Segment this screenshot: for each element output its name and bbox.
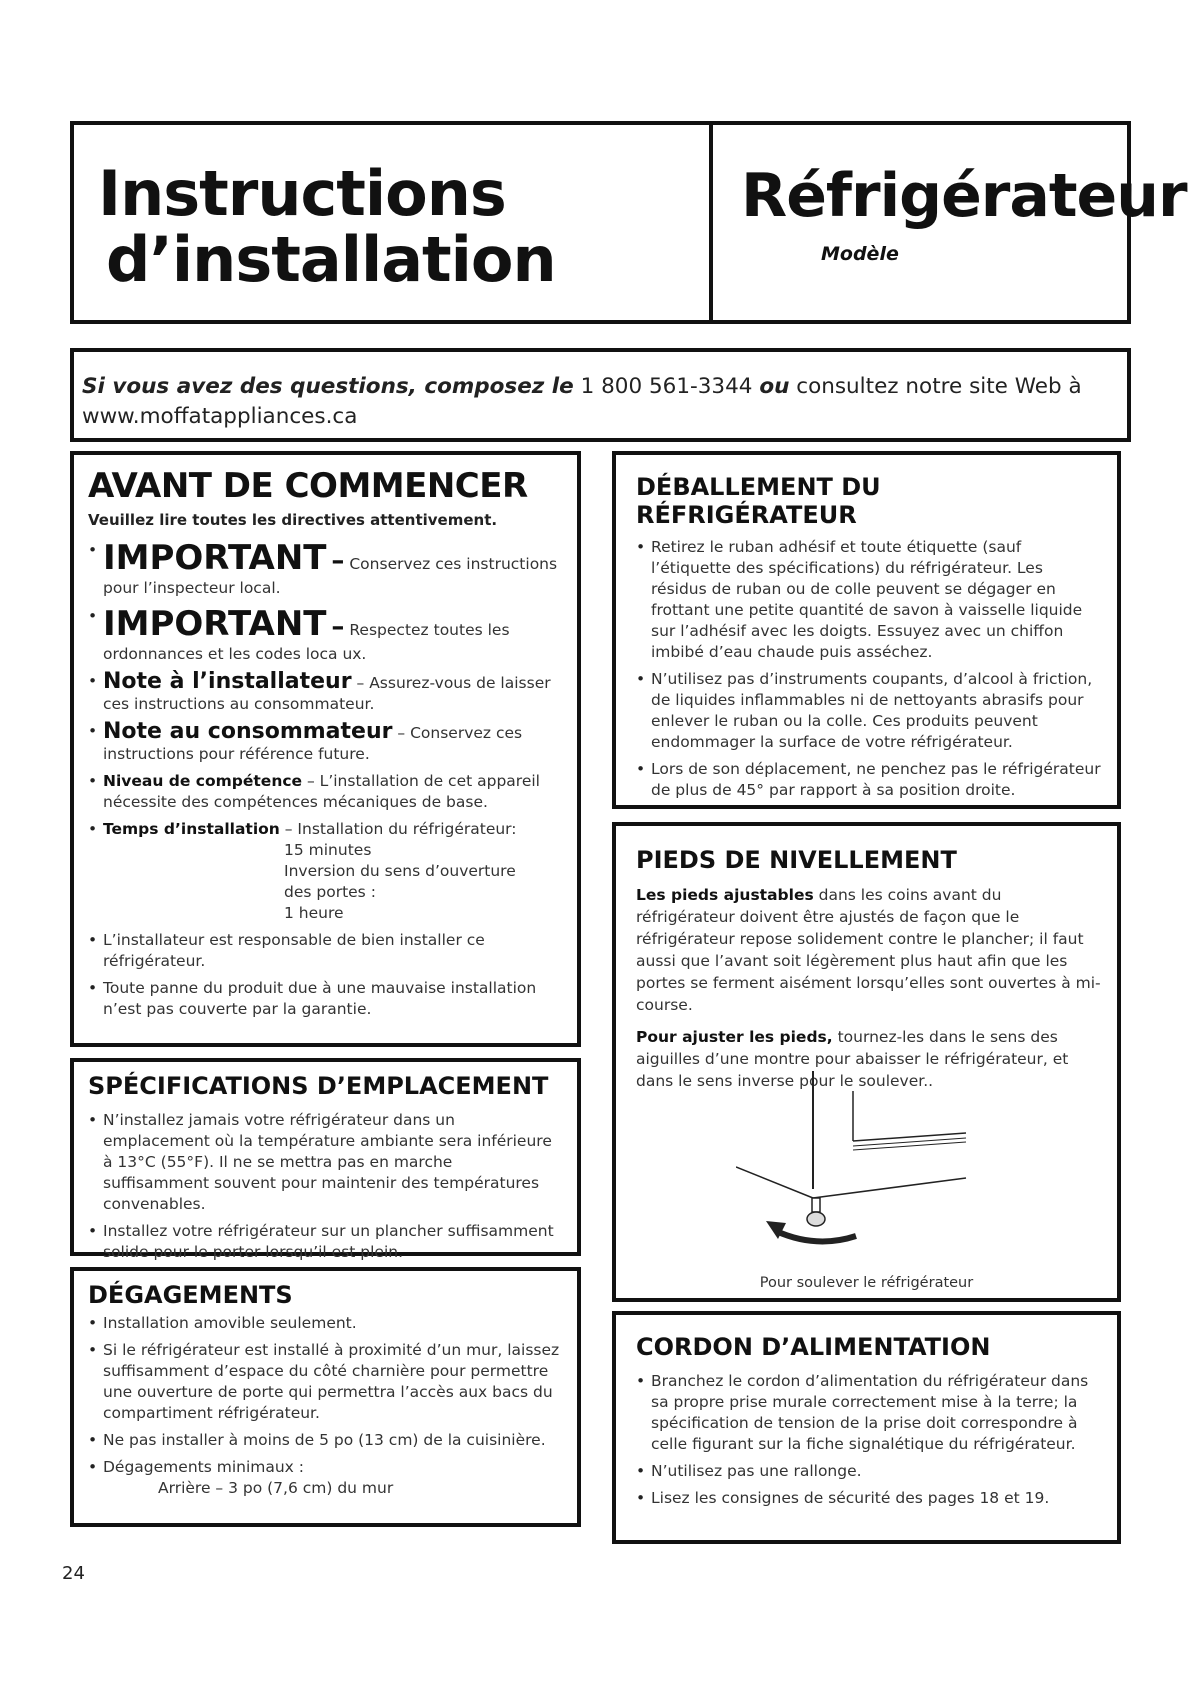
section-degagements-title: DÉGAGEMENTS: [88, 1281, 293, 1309]
contact-text: [82, 372, 1119, 432]
section-avant-title: AVANT DE COMMENCER: [88, 466, 528, 506]
section-pieds-title: PIEDS DE NIVELLEMENT: [636, 846, 957, 874]
important-keyword: IMPORTANT: [103, 538, 327, 578]
list-item: • Retirez le ruban adhésif et toute étiquette (sauf l’étiquette des spécifications) du réfrigérateur. Les résidus de ruban ou de colle peuvent se dégager en frottant une petite quantité de savon à vaisselle liquide sur l’adhésif avec les doigts. Essuyez avec un chiffon imbibé d’eau chaude puis asséchez.: [636, 537, 1103, 663]
document-title: Instructions d’installation: [98, 157, 556, 296]
illustration-caption: Pour soulever le réfrigérateur: [759, 1275, 974, 1291]
section-cordon: [612, 1311, 1121, 1544]
list-item: • L’installateur est responsable de bien installer ce réfrigérateur.: [88, 930, 563, 972]
list-item: • Lisez les consignes de sécurité des pages 18 et 19.: [636, 1488, 1103, 1509]
pieds-paragraph-2: Pour ajuster les pieds, tournez-les dans le sens des aiguilles d’une montre pour abaisser le réfrigérateur, et dans le sens inverse pour le soulever..: [636, 1028, 1069, 1090]
header-title-box: [70, 121, 713, 324]
section-specs-title: SPÉCIFICATIONS D’EMPLACEMENT: [88, 1072, 549, 1100]
list-item: • IMPORTANT – Respectez toutes les ordonnances et les codes loca ux.: [88, 605, 563, 665]
product-title: Réfrigérateur: [741, 161, 1187, 231]
section-deballage-title: DÉBALLEMENT DU RÉFRIGÉRATEUR: [636, 473, 881, 529]
list-item: • Note au consommateur – Conservez ces instructions pour référence future.: [88, 721, 563, 765]
list-item: • Toute panne du produit due à une mauvaise installation n’est pas couverte par la garantie.: [88, 978, 563, 1020]
header-product-box: [709, 121, 1187, 324]
contact-or: ou: [759, 374, 790, 399]
list-item: • N’utilisez pas d’instruments coupants, d’alcool à friction, de liquides inflammables ni de nettoyants abrasifs pour enlever le ruban ou la colle. Ces produits peuvent endommager la surface de votre réfrigérateur.: [636, 669, 1103, 753]
list-item: • IMPORTANT – Conservez ces instructions pour l’inspecteur local.: [88, 539, 563, 599]
avant-list: [88, 539, 563, 1020]
pieds-paragraph-1: Les pieds ajustables dans les coins avant du réfrigérateur doivent être ajustés de façon que le réfrigérateur repose solidement contre le plancher; il faut aussi que l’avant soit légèrement plus haut afin que les portes se ferment aisément lorsqu’elles sont ouvertes à mi-course.: [636, 886, 1101, 1014]
list-item: • Si le réfrigérateur est installé à proximité d’un mur, laissez suffisamment d’espace du côté charnière pour permettre une ouverture de porte qui permettra l’accès aux bacs du compartiment réfrigérateur.: [88, 1340, 563, 1424]
specs-list: [88, 1110, 563, 1263]
contact-phone: 1 800 561-3344: [580, 374, 753, 399]
section-avant: [70, 451, 581, 1047]
contact-lead: Si vous avez des questions, composez le: [82, 374, 574, 399]
section-pieds: [612, 822, 1121, 1302]
deballage-list: [636, 537, 1103, 801]
contact-box: [70, 348, 1131, 442]
cordon-list: [636, 1371, 1103, 1509]
list-item: • Branchez le cordon d’alimentation du réfrigérateur dans sa propre prise murale correctement mise à la terre; la spécification de tension de la prise doit correspondre à celle figurant sur la fiche signalétique du réfrigérateur.: [636, 1371, 1103, 1455]
leveling-leg-illustration: [736, 1071, 996, 1261]
model-label: Modèle: [821, 243, 899, 265]
list-item: • Ne pas installer à moins de 5 po (13 cm) de la cuisinière.: [88, 1430, 563, 1451]
list-item: • Temps d’installation – Installation du réfrigérateur: 15 minutes Inversion du sens d’ouverture des portes : 1 heure: [88, 819, 563, 924]
important-keyword: IMPORTANT: [103, 604, 327, 644]
list-item: • Installez votre réfrigérateur sur un plancher suffisamment solide pour le porter lorsqu’il est plein.: [88, 1221, 563, 1263]
list-item: • Dégagements minimaux : Arrière – 3 po (7,6 cm) du mur: [88, 1457, 563, 1499]
section-avant-subtitle: Veuillez lire toutes les directives attentivement.: [88, 511, 498, 529]
list-item: • N’installez jamais votre réfrigérateur dans un emplacement où la température ambiante sera inférieure à 13°C (55°F). Il ne se mettra pas en marche suffisamment souvent pour maintenir des températures convenables.: [88, 1110, 563, 1215]
section-cordon-title: CORDON D’ALIMENTATION: [636, 1333, 991, 1361]
contact-website: www.moffatappliances.ca: [82, 404, 358, 429]
list-item: • Lors de son déplacement, ne penchez pas le réfrigérateur de plus de 45° par rapport à sa position droite.: [636, 759, 1103, 801]
list-item: • Niveau de compétence – L’installation de cet appareil nécessite des compétences mécaniques de base.: [88, 771, 563, 813]
degagements-list: [88, 1313, 563, 1499]
list-item: • N’utilisez pas une rallonge.: [636, 1461, 1103, 1482]
list-item: • Installation amovible seulement.: [88, 1313, 563, 1334]
contact-rest: consultez notre site Web à: [796, 374, 1082, 399]
section-deballage: [612, 451, 1121, 809]
section-specs: [70, 1058, 581, 1261]
page-number: 24: [62, 1563, 85, 1584]
list-item: • Note à l’installateur – Assurez-vous de laisser ces instructions au consommateur.: [88, 671, 563, 715]
section-degagements: [70, 1267, 581, 1527]
